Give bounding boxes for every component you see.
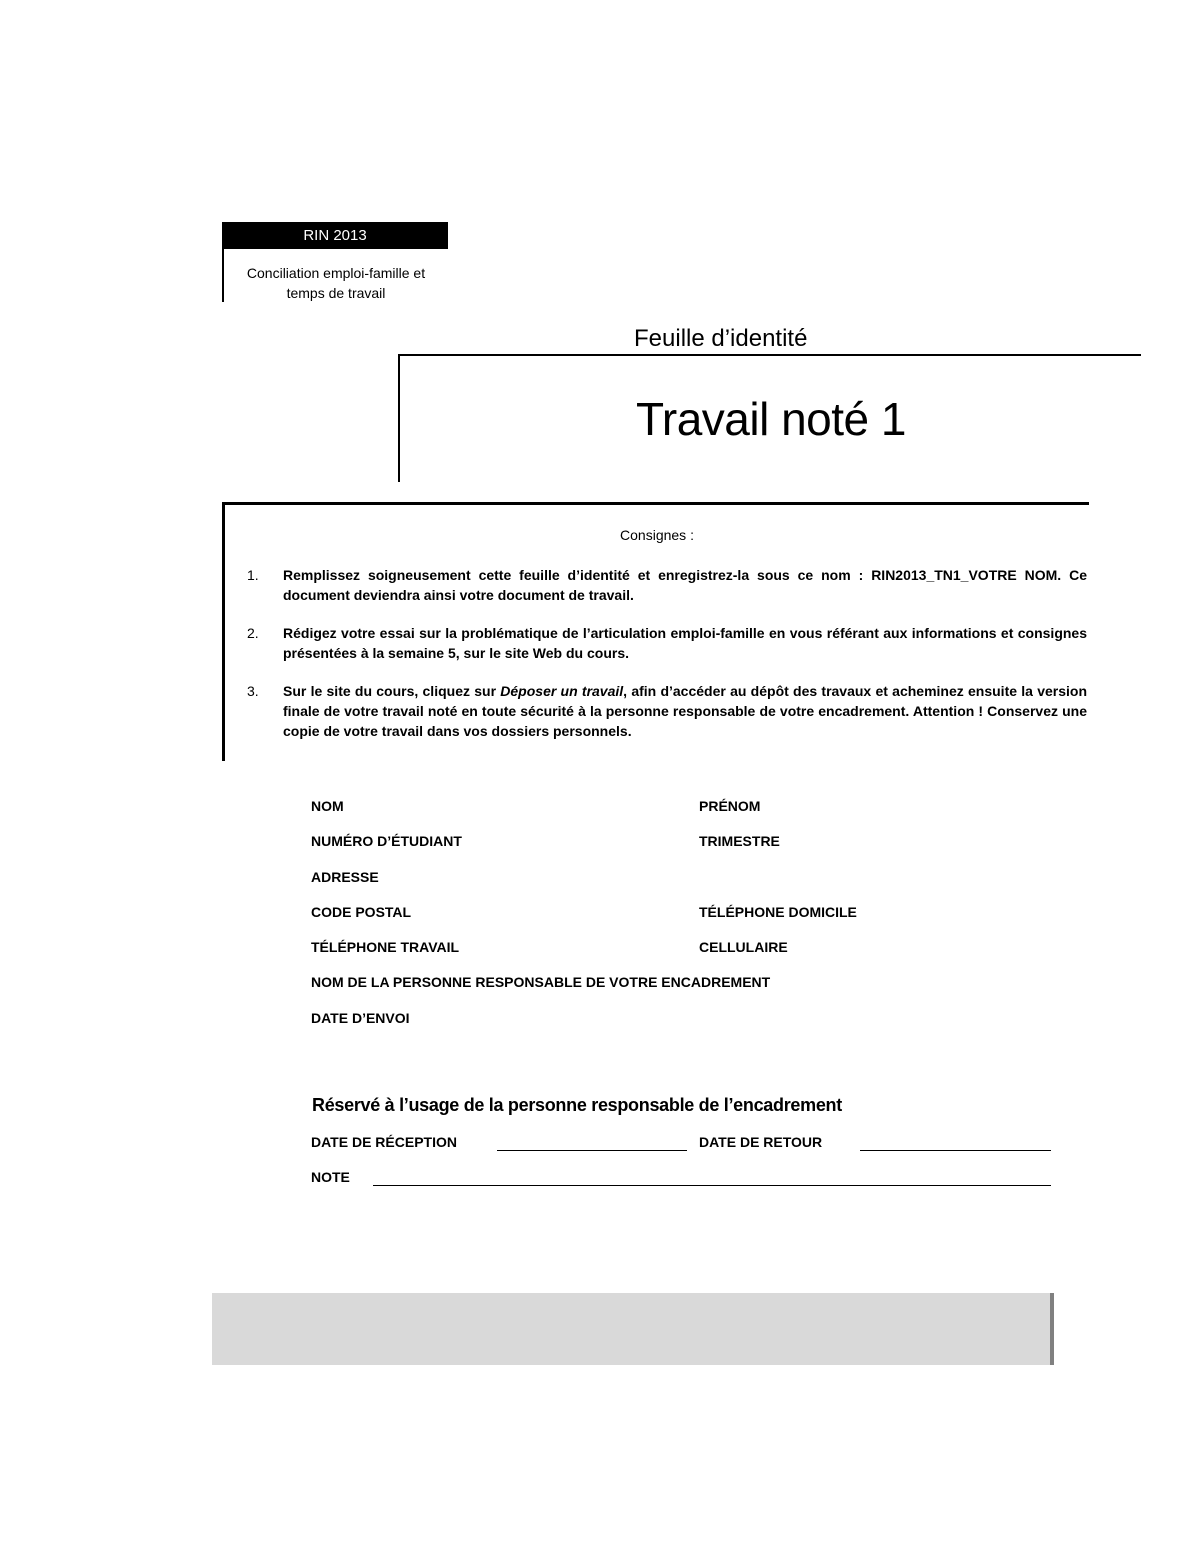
course-box (222, 222, 448, 302)
field-telephone-travail[interactable]: TÉLÉPHONE TRAVAIL (311, 939, 460, 956)
course-title (224, 263, 448, 303)
instruction-text: Rédigez votre essai sur la problématique de l’articulation emploi-famille en vous référant aux informations et consignes présentées à la semaine 5, sur le site Web du cours. (283, 625, 1087, 661)
field-numero-etudiant[interactable]: NUMÉRO D’ÉTUDIANT (311, 833, 462, 850)
course-title-line1: Conciliation emploi-famille et (246, 265, 426, 281)
field-nom[interactable]: NOM (311, 798, 344, 814)
document-label: Feuille d’identité (634, 325, 808, 352)
field-adresse[interactable]: ADRESSE (311, 868, 379, 885)
field-row (311, 902, 1071, 937)
instruction-item (247, 681, 1087, 741)
title-vertical-rule (398, 354, 400, 482)
field-row (311, 972, 1071, 1007)
field-responsable[interactable]: NOM DE LA PERSONNE RESPONSABLE DE VOTRE ENCADREMENT (311, 974, 771, 991)
field-telephone-domicile[interactable]: TÉLÉPHONE DOMICILE (699, 903, 857, 920)
instruction-number: 3. (247, 683, 259, 699)
field-row (311, 831, 1071, 866)
deposit-link-text: Déposer un travail (500, 683, 624, 699)
field-trimestre[interactable]: TRIMESTRE (699, 833, 780, 850)
instruction-text: Remplissez soigneusement cette feuille d’identité et enregistrez-la sous ce nom : RIN2013_TN1_VOTRE NOM. Ce document deviendra ainsi votre document de travail. (283, 567, 1087, 603)
note-label: NOTE (311, 1169, 350, 1185)
field-row (311, 796, 1071, 831)
reserved-section-title: Réservé à l’usage de la personne responsable de l’encadrement (312, 1095, 842, 1115)
note-line[interactable] (373, 1185, 1051, 1186)
document-title: Travail noté 1 (636, 393, 906, 445)
instruction-text-before: Sur le site du cours, cliquez sur (283, 683, 501, 699)
date-retour-line[interactable] (860, 1150, 1051, 1151)
field-row (311, 937, 1071, 972)
instructions-heading: Consignes : (620, 527, 694, 543)
instructions-list (247, 565, 1087, 759)
instruction-item (247, 623, 1087, 663)
instruction-text (283, 681, 1087, 741)
field-date-envoi[interactable]: DATE D’ENVOI (311, 1009, 410, 1026)
field-row (311, 1008, 1071, 1043)
title-horizontal-rule (399, 354, 1141, 356)
date-retour-label: DATE DE RETOUR (699, 1134, 823, 1150)
instructions-box (222, 502, 1089, 761)
field-cellulaire[interactable]: CELLULAIRE (699, 939, 788, 956)
instruction-item (247, 565, 1087, 605)
course-code: RIN 2013 (222, 222, 448, 249)
date-reception-label: DATE DE RÉCEPTION (311, 1134, 457, 1150)
course-title-line2: temps de travail (286, 285, 386, 301)
footer-band (212, 1293, 1054, 1365)
date-reception-line[interactable] (497, 1150, 687, 1151)
instruction-number: 2. (247, 625, 259, 641)
identity-fields (311, 796, 1071, 1043)
field-row (311, 867, 1071, 902)
instruction-number: 1. (247, 567, 259, 583)
field-prenom[interactable]: PRÉNOM (699, 798, 761, 814)
instruction-text-after: , afin d’accéder au dépôt des travaux et acheminez ensuite la version finale de votre travail noté en toute sécurité à la personne responsable de votre encadrement. Attention ! Conservez une copie de votre travail dans vos dossiers personnels. (283, 683, 1088, 739)
field-code-postal[interactable]: CODE POSTAL (311, 903, 412, 920)
